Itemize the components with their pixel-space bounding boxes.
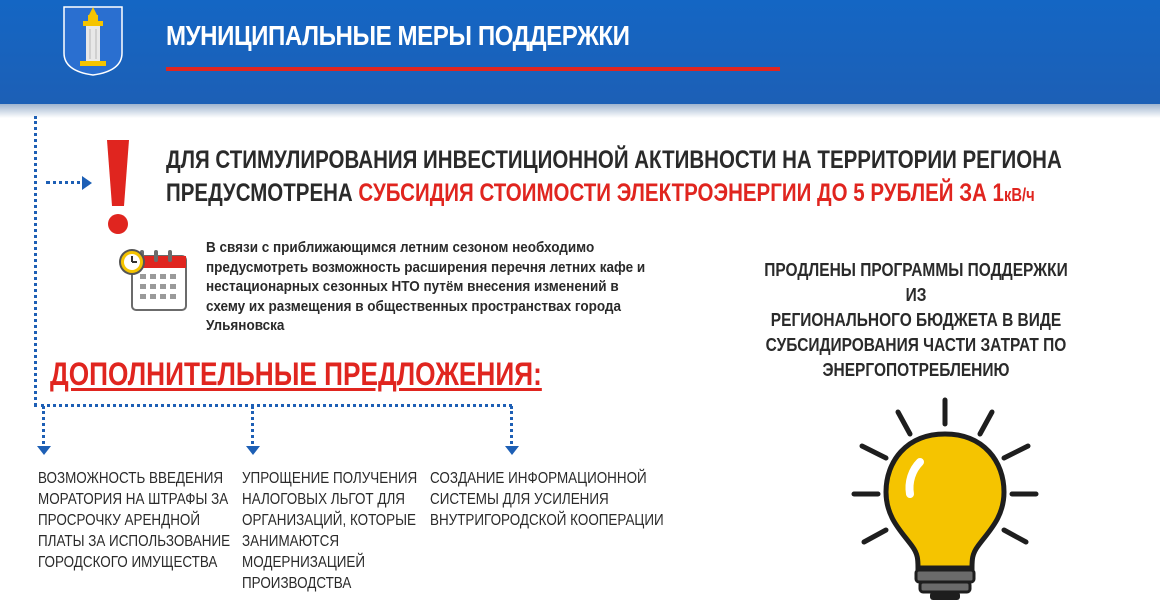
note-line: схему их размещения в общественных пространствах города <box>206 297 622 315</box>
calendar-clock-icon <box>118 244 190 316</box>
note-line: нестационарных сезонных НТО путём внесения изменений в <box>206 278 619 295</box>
header-bar <box>0 0 1160 110</box>
note-line: В связи с приближающимся летним сезоном необходимо <box>206 239 595 256</box>
additional-proposals-heading: ДОПОЛНИТЕЛЬНЫЕ ПРЕДЛОЖЕНИЯ: <box>50 356 542 392</box>
dotted-drop-1 <box>42 406 45 444</box>
subsidy-unit: кВ/ч <box>1003 185 1035 205</box>
page-title: МУНИЦИПАЛЬНЫЕ МЕРЫ ПОДДЕРЖКИ <box>166 20 630 51</box>
dotted-connector-vertical <box>34 116 37 406</box>
proposal-line: УПРОЩЕНИЕ ПОЛУЧЕНИЯ <box>242 470 418 487</box>
proposal-line: МОРАТОРИЯ НА ШТРАФЫ ЗА <box>38 491 229 508</box>
proposal-line: ОРГАНИЗАЦИЙ, КОТОРЫЕ <box>242 512 416 529</box>
main-line-1: ДЛЯ СТИМУЛИРОВАНИЯ ИНВЕСТИЦИОННОЙ АКТИВНОСТИ НА ТЕРРИТОРИИ РЕГИОНА <box>166 146 1062 174</box>
note-line: предусмотреть возможность расширения перечня летних кафе и <box>206 258 646 276</box>
arrow-down-icon <box>246 446 260 455</box>
statement-line: ЭНЕРГОПОТРЕБЛЕНИЮ <box>822 360 1010 380</box>
proposal-3 <box>430 468 664 531</box>
light-bulb-icon <box>850 396 1040 600</box>
proposal-line: ПРОИЗВОДСТВА <box>242 575 352 592</box>
proposal-2 <box>242 468 417 594</box>
proposal-line: ПРОСРОЧКУ АРЕНДНОЙ <box>38 512 201 529</box>
subsidy-highlight: СУБСИДИЯ СТОИМОСТИ ЭЛЕКТРОЭНЕРГИИ ДО 5 РУБЛЕЙ ЗА 1 <box>358 179 1004 207</box>
proposal-1 <box>38 468 230 573</box>
dotted-drop-2 <box>251 406 254 444</box>
proposal-line: ВОЗМОЖНОСТЬ ВВЕДЕНИЯ <box>38 470 224 487</box>
main-line-2 <box>166 177 1062 212</box>
proposal-line: СОЗДАНИЕ ИНФОРМАЦИОННОЙ <box>430 470 647 487</box>
dotted-drop-3 <box>510 406 513 444</box>
note-line: Ульяновска <box>206 317 285 334</box>
main-line-2-prefix: ПРЕДУСМОТРЕНА <box>166 179 359 207</box>
proposal-line: ВНУТРИГОРОДСКОЙ КООПЕРАЦИИ <box>430 512 664 529</box>
arrow-right-icon <box>82 176 92 190</box>
proposal-line: ПЛАТЫ ЗА ИСПОЛЬЗОВАНИЕ <box>38 533 231 550</box>
arrow-down-icon <box>37 446 51 455</box>
proposal-line: ГОРОДСКОГО ИМУЩЕСТВА <box>38 554 218 571</box>
statement-line: РЕГИОНАЛЬНОГО БЮДЖЕТА В ВИДЕ <box>770 310 1062 330</box>
title-underline <box>166 67 780 71</box>
proposal-line: НАЛОГОВЫХ ЛЬГОТ ДЛЯ <box>242 491 405 508</box>
arrow-down-icon <box>505 446 519 455</box>
proposal-line: СИСТЕМЫ ДЛЯ УСИЛЕНИЯ <box>430 491 609 508</box>
seasonal-note <box>206 238 645 336</box>
dotted-connector-horizontal <box>34 404 512 407</box>
statement-line: ПРОДЛЕНЫ ПРОГРАММЫ ПОДДЕРЖКИ ИЗ <box>764 260 1068 305</box>
exclamation-icon <box>104 138 132 238</box>
energy-support-statement <box>726 258 1106 383</box>
proposal-line: МОДЕРНИЗАЦИЕЙ <box>242 554 366 571</box>
main-statement <box>166 144 1062 212</box>
header-shadow <box>0 104 1160 118</box>
statement-line: СУБСИДИРОВАНИЯ ЧАСТИ ЗАТРАТ ПО <box>765 335 1067 355</box>
ulyanovsk-coat-of-arms-icon <box>62 5 124 77</box>
proposal-line: ЗАНИМАЮТСЯ <box>242 533 340 550</box>
